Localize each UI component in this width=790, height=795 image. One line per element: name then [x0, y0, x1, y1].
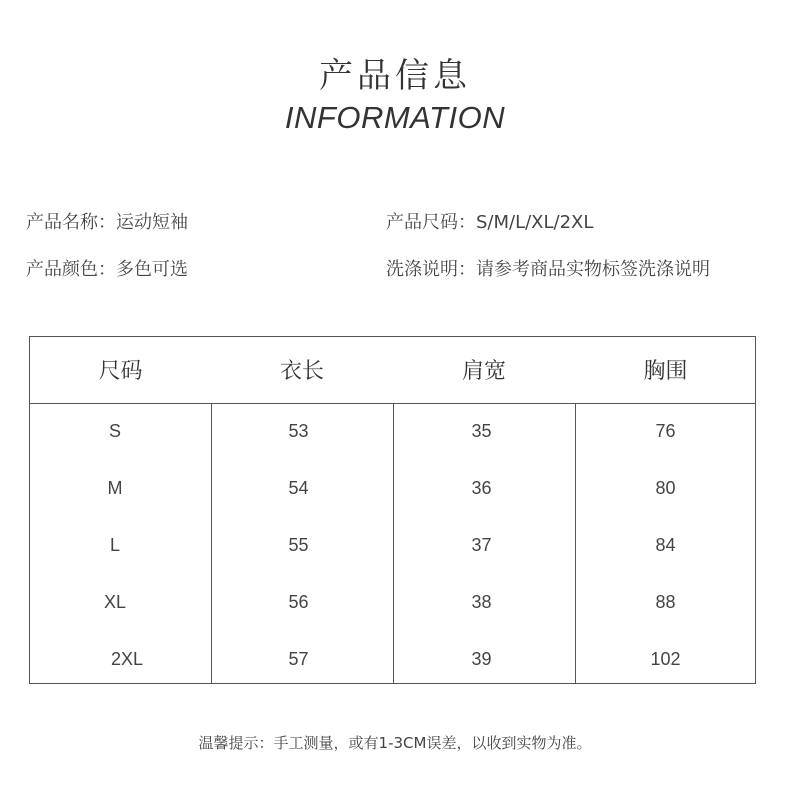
- header-length: 衣长: [279, 359, 324, 384]
- table-row: [30, 517, 755, 574]
- header-shoulder: 肩宽: [461, 359, 506, 384]
- measurement-tip: 温馨提示：手工测量，或有1-3CM误差，以收到实物为准。: [198, 734, 592, 752]
- table-row: [30, 631, 755, 688]
- cell-shoulder: 38: [471, 592, 492, 612]
- size-table: [29, 336, 756, 684]
- cell-size: 2XL: [110, 649, 144, 669]
- cell-chest: 76: [655, 421, 676, 441]
- table-row: [30, 460, 755, 517]
- cell-length: 57: [288, 649, 309, 669]
- table-row: [30, 574, 755, 631]
- product-size-info: 产品尺码：S/M/L/XL/2XL: [386, 212, 594, 233]
- cell-length: 54: [288, 478, 309, 498]
- cell-shoulder: 36: [471, 478, 492, 498]
- page-subtitle: INFORMATION: [284, 100, 506, 135]
- cell-size: L: [109, 535, 120, 555]
- table-header: [30, 337, 755, 404]
- page-title: 产品信息: [319, 56, 471, 96]
- wash-instructions-info: 洗涤说明：请参考商品实物标签洗涤说明: [386, 259, 710, 280]
- cell-length: 55: [288, 535, 309, 555]
- cell-shoulder: 39: [471, 649, 492, 669]
- header-chest: 胸围: [643, 359, 688, 384]
- header-size: 尺码: [98, 359, 143, 384]
- table-body: [30, 403, 755, 683]
- cell-chest: 84: [655, 535, 676, 555]
- cell-chest: 102: [650, 649, 681, 669]
- cell-length: 56: [288, 592, 309, 612]
- product-name-info: 产品名称：运动短袖: [26, 212, 188, 233]
- cell-shoulder: 35: [471, 421, 492, 441]
- table-row: [30, 403, 755, 460]
- product-color-info: 产品颜色：多色可选: [26, 259, 188, 280]
- cell-size: M: [107, 478, 123, 498]
- cell-size: S: [108, 421, 121, 441]
- cell-chest: 88: [655, 592, 676, 612]
- cell-chest: 80: [655, 478, 676, 498]
- cell-length: 53: [288, 421, 309, 441]
- cell-shoulder: 37: [471, 535, 492, 555]
- cell-size: XL: [103, 592, 127, 612]
